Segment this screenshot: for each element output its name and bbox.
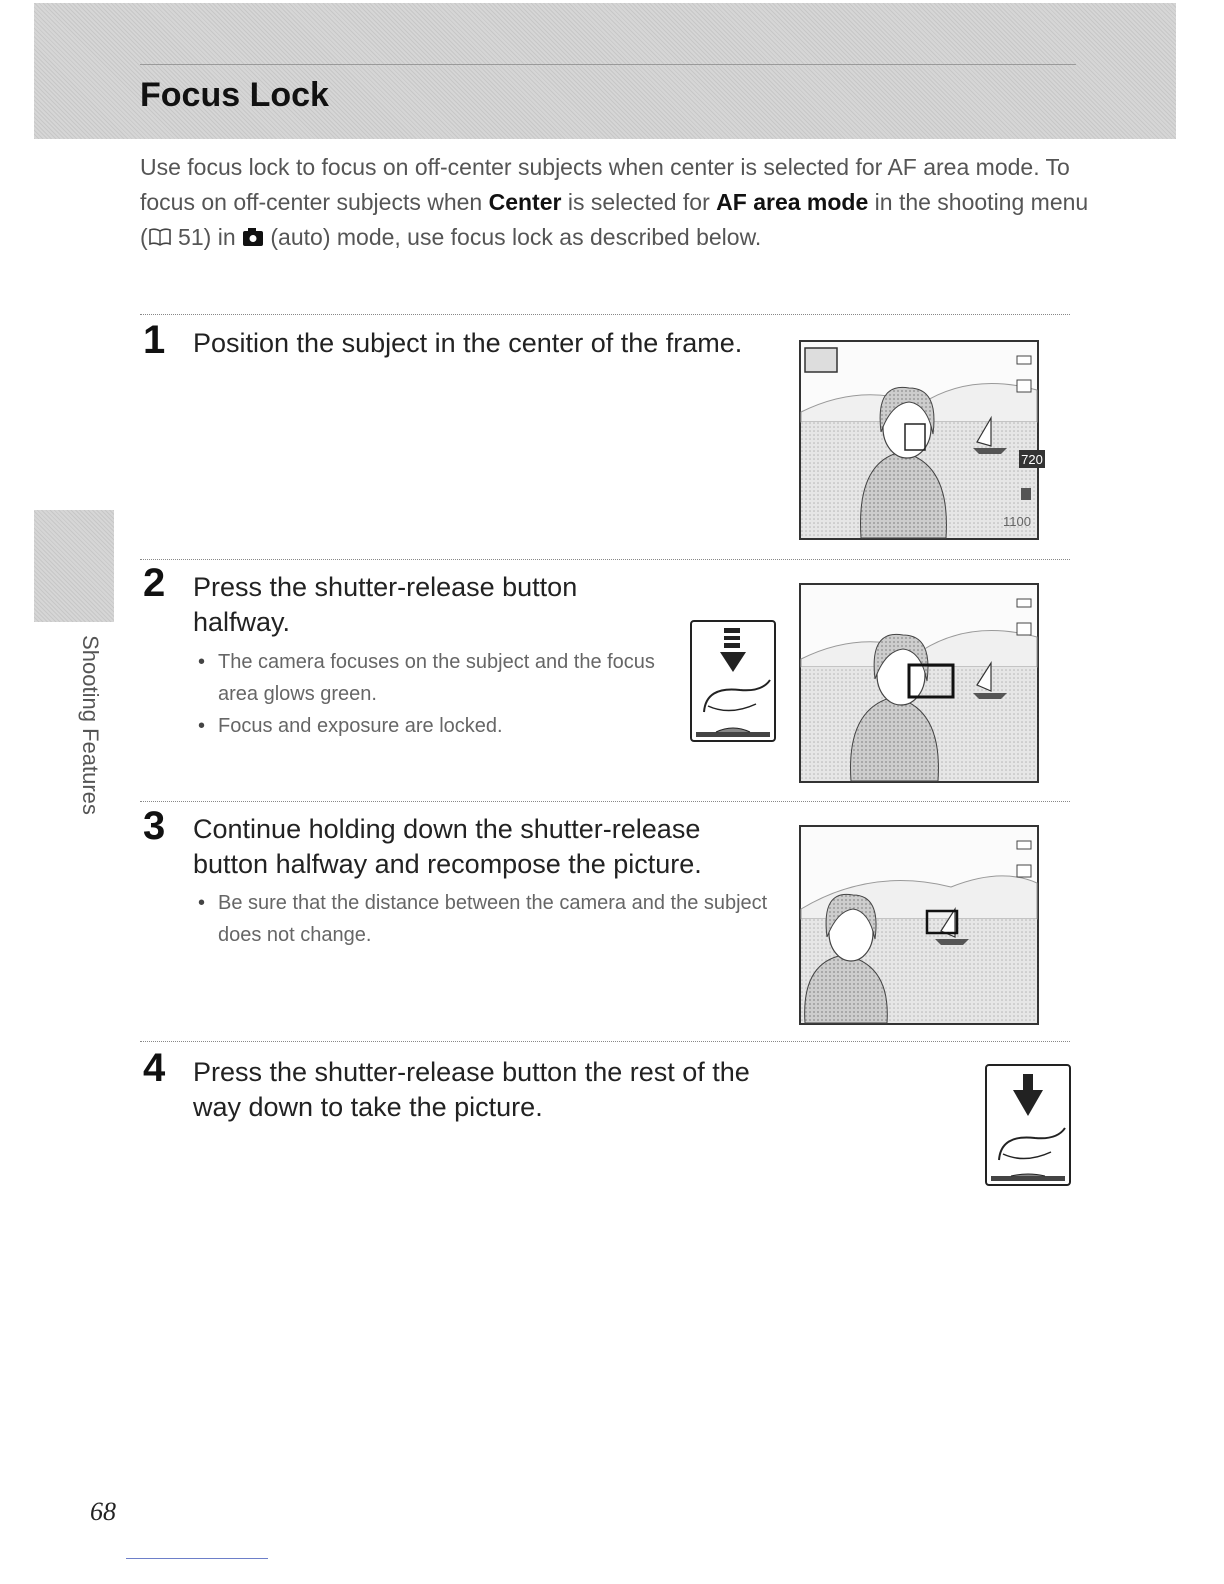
step-title: Continue holding down the shutter-release button halfway and recompose the picture. [193,814,702,879]
camera-screen-step1 [799,340,1043,540]
camera-icon [242,222,264,257]
header-band [34,3,1176,139]
page-reference: 51 [171,224,204,250]
list-item: • Be sure that the distance between the camera and the subject does not change. [198,887,768,951]
intro-bold-af-area-mode: AF area mode [716,189,869,215]
shutter-half-press-illustration [690,620,776,747]
step-title: Position the subject in the center of the frame. [193,328,743,358]
list-item: • Focus and exposure are locked. [198,710,668,742]
step-number: 1 [143,318,166,362]
shutter-full-press-illustration [985,1064,1071,1191]
remaining-exposures: 1100 [1003,514,1031,529]
step-number: 4 [143,1046,166,1090]
divider [140,801,1070,802]
step-title: Press the shutter-release button halfway. [193,572,578,637]
header-rule [140,64,1076,65]
chapter-tab [34,510,114,622]
book-icon [148,222,172,257]
step-title: Press the shutter-release button the rest of the way down to take the picture. [193,1057,750,1122]
intro-text: (auto) mode, use focus lock as described below. [264,224,762,250]
intro-text: in the shooting menu ( [140,189,1089,250]
intro-text: Use focus lock to focus on off-center subjects when center is selected for AF area mode. To focus on off-center subjects when [140,154,1070,215]
step-number: 2 [143,561,166,605]
divider [140,314,1070,315]
page-number: 68 [90,1497,116,1526]
camera-screen-step2 [799,583,1039,783]
movie-quality-badge: 720 [1021,452,1043,467]
intro-paragraph [140,150,1090,257]
step-number: 3 [143,804,166,848]
page-title: Focus Lock [140,76,329,114]
step-bullets [198,646,668,742]
intro-bold-center: Center [488,189,562,215]
divider [140,559,1070,560]
camera-screen-step3 [799,825,1039,1025]
intro-text: ) in [203,224,242,250]
footer-rule [126,1558,268,1559]
divider [140,1041,1070,1042]
intro-text: is selected for [561,189,717,215]
list-item: • The camera focuses on the subject and the focus area glows green. [198,646,668,710]
step-bullets [198,887,768,951]
chapter-label: Shooting Features [78,635,103,815]
